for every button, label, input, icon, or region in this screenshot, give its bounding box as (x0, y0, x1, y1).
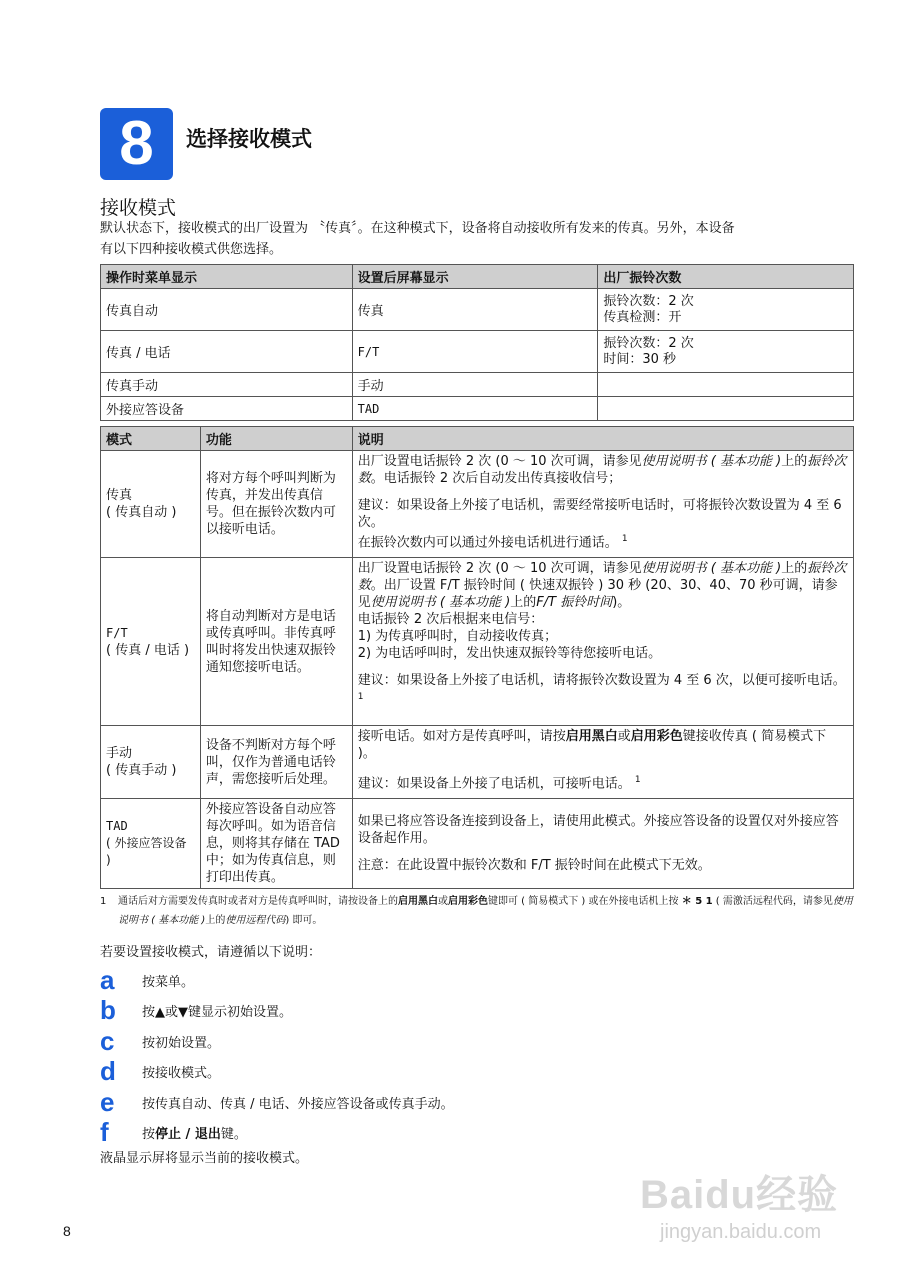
step-c (100, 1026, 220, 1057)
step-letter: a (100, 965, 115, 995)
ring-line: 振铃次数：2 次 (603, 293, 694, 309)
mode-subname: ( 外接应答设备 ) (106, 836, 187, 867)
receive-mode-description-table (100, 426, 854, 889)
chapter-number-badge: 8 (100, 108, 173, 180)
receive-mode-settings-table (100, 264, 854, 421)
ring-line: 传真检测：开 (603, 309, 682, 325)
table-row (101, 799, 854, 889)
description-text: 建议：如果设备上外接了电话机，请将振铃次数设置为 4 至 6 次，以便可接听电话。 $^1$ (357, 673, 846, 702)
step-text: 按停止 / 退出键。 (142, 1127, 247, 1142)
description-text: 电话振铃 2 次后根据来电信号： (357, 612, 544, 627)
step-letter: b (100, 995, 116, 1025)
description-text: 如果已将应答设备连接到设备上，请使用此模式。外接应答设备的设置仅对外接应答设备起作用。 (357, 814, 839, 846)
table-row (101, 397, 854, 421)
mode-name: F/T (106, 625, 128, 640)
function-cell: 将自动判断对方是电话或传真呼叫。非传真呼叫时将发出快速双振铃通知您接听电话。 (200, 558, 352, 726)
screen-cell: 传真 (352, 289, 598, 331)
ring-line: 时间：30 秒 (603, 351, 676, 367)
table-header: 操作时菜单显示 (101, 265, 353, 289)
table-header: 模式 (101, 427, 201, 451)
table-row (101, 289, 854, 331)
footnote-ref: 1 (621, 534, 628, 544)
menu-cell: 外接应答设备 (101, 397, 353, 421)
intro-line-2: 有以下四种接收模式供您选择。 (100, 242, 283, 257)
chapter-title: 选择接收模式 (186, 127, 312, 151)
step-letter: f (100, 1117, 109, 1147)
ring-cell (598, 397, 854, 421)
section-intro (100, 218, 845, 260)
table-row (101, 451, 854, 558)
screen-cell: TAD (352, 397, 598, 421)
description-text: 建议：如果设备上外接了电话机，可接听电话。 $^1$ (357, 775, 641, 792)
step-text: 按接收模式。 (142, 1066, 221, 1081)
watermark-url: jingyan.baidu.com (660, 1221, 822, 1243)
step-b (100, 995, 292, 1026)
mode-subname: ( 传真自动 ) (106, 505, 177, 520)
table-row (101, 558, 854, 726)
table-row (101, 373, 854, 397)
step-e (100, 1087, 454, 1118)
mode-cell (101, 726, 201, 799)
section-title: 接收模式 (100, 197, 177, 219)
mode-cell (101, 451, 201, 558)
table-row (101, 331, 854, 373)
footnote-number: 1 (100, 896, 107, 907)
watermark-logo: Baidu经验 (640, 1173, 839, 1217)
step-letter: d (100, 1056, 116, 1086)
ring-line: 振铃次数：2 次 (603, 335, 694, 351)
footnote (100, 892, 860, 930)
description-text: 出厂设置电话振铃 2 次 (0 ～ 10 次可调，请参见使用说明书 ( 基本功能 )上的振铃次数。出厂设置 F/T 振铃时间 ( 快速双振铃 ) 30 秒 (20、30、40、70 秒可调，请参见使用说明书 ( 基本功能 )上的F/T 振铃时间)。 (357, 561, 847, 610)
mode-name: TAD (106, 819, 128, 833)
menu-cell: 传真手动 (101, 373, 353, 397)
mode-name: 手动 (106, 746, 133, 761)
step-a (100, 965, 194, 996)
description-cell (352, 726, 853, 799)
table-header: 设置后屏幕显示 (352, 265, 598, 289)
footnote-ref: 1 (634, 775, 641, 785)
mode-subname: ( 传真手动 ) (106, 763, 177, 778)
step-letter: c (100, 1026, 115, 1056)
mode-subname: ( 传真 / 电话 ) (106, 642, 190, 658)
step-text: 按传真自动、传真 / 电话、外接应答设备或传真手动。 (142, 1097, 454, 1112)
screen-cell: 手动 (352, 373, 598, 397)
mode-name: 传真 (106, 488, 133, 503)
description-cell (352, 451, 853, 558)
step-text: 按▲或▼键显示初始设置。 (142, 1005, 292, 1020)
description-text: 2) 为电话呼叫时，发出快速双振铃等待您接听电话。 (357, 646, 662, 661)
steps-intro: 若要设置接收模式，请遵循以下说明： (100, 945, 322, 960)
menu-cell: 传真自动 (101, 289, 353, 331)
table-header: 说明 (352, 427, 853, 451)
table-header: 功能 (200, 427, 352, 451)
description-text: 出厂设置电话振铃 2 次 (0 ～ 10 次可调，请参见使用说明书 ( 基本功能 )上的振铃次数。电话振铃 2 次后自动发出传真接收信号； (357, 454, 847, 486)
description-cell (352, 799, 853, 889)
step-f (100, 1117, 247, 1148)
table-header: 出厂振铃次数 (598, 265, 854, 289)
mode-cell (101, 799, 201, 889)
description-text: 在振铃次数内可以通过外接电话机进行通话。 $^1$ (357, 534, 628, 551)
description-text: 建议：如果设备上外接了电话机，需要经常接听电话时，可将振铃次数设置为 4 至 6 次。 (357, 498, 842, 530)
description-text: 接听电话。如对方是传真呼叫，请按启用黑白或启用彩色键接收传真 ( 简易模式下 )。 (357, 729, 827, 761)
ring-cell (598, 373, 854, 397)
menu-cell: 传真 / 电话 (101, 331, 353, 373)
step-letter: e (100, 1087, 115, 1117)
description-text: 注意：在此设置中振铃次数和 F/T 振铃时间在此模式下无效。 (357, 858, 711, 873)
mode-cell (101, 558, 201, 726)
description-text: 1) 为传真呼叫时，自动接收传真； (357, 629, 558, 644)
step-text: 按菜单。 (142, 975, 195, 990)
step-d (100, 1056, 220, 1087)
function-cell: 设备不判断对方每个呼叫，仅作为普通电话铃声，需您接听后处理。 (200, 726, 352, 799)
ring-cell (598, 331, 854, 373)
outro-text: 液晶显示屏将显示当前的接收模式。 (100, 1151, 309, 1166)
footnote-text: 通话后对方需要发传真时或者对方是传真呼叫时，请按设备上的启用黑白或启用彩色键即可 ( 简易模式下 ) 或在外接电话机上按 ＊ 5 1 ( 需激活远程代码，请参见使用说明书 ( 基本功能 )上的使用远程代码) 即可。 (118, 896, 853, 926)
footnote-ref: 1 (357, 692, 364, 702)
baidu-jingyan-watermark (640, 1145, 880, 1255)
description-cell (352, 558, 853, 726)
function-cell: 外接应答设备自动应答每次呼叫。如为语音信息，则将其存储在 TAD 中；如为传真信息，则打印出传真。 (200, 799, 352, 889)
screen-cell: F/T (352, 331, 598, 373)
function-cell: 将对方每个呼叫判断为传真，并发出传真信号。但在振铃次数内可以接听电话。 (200, 451, 352, 558)
table-row (101, 726, 854, 799)
ring-cell (598, 289, 854, 331)
step-text: 按初始设置。 (142, 1036, 221, 1051)
intro-line-1: 默认状态下，接收模式的出厂设置为 〝传真〞。在这种模式下，设备将自动接收所有发来的传真。另外，本设备 (100, 221, 735, 236)
page-number: 8 (63, 1223, 71, 1239)
